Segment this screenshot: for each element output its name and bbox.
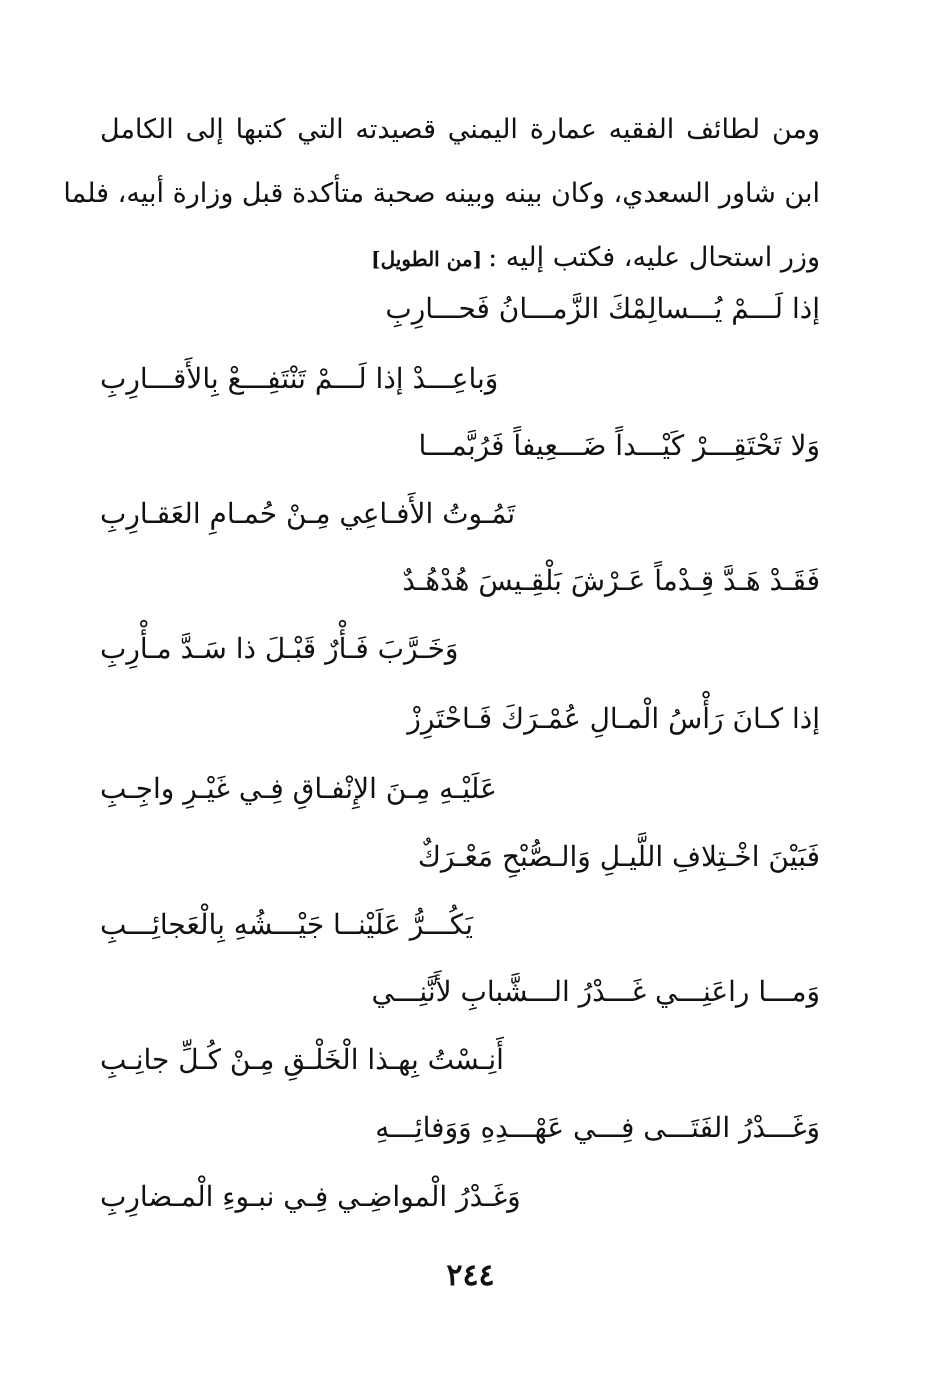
verse-hemistich: وَمـــا راعَنِـــي غَـــدْرُ الـــشَّبابِ لأَنَّنِـــي <box>371 975 820 1008</box>
meter-label: [من الطويل] <box>371 247 483 271</box>
intro-line-text: وزر استحال عليه، فكتب إليه : <box>488 242 820 273</box>
verse-hemistich: وَخَـرَّبَ فَـأْرٌ قَبْـلَ ذا سَـدَّ مـأْرِبِ <box>100 632 459 665</box>
verse-hemistich: فَقَـدْ هَـدَّ قِـدْماً عَـرْشَ بَلْقِـيسَ هُدْهُـدٌ <box>402 564 820 597</box>
intro-paragraph <box>63 98 820 291</box>
verse-hemistich: تَمُـوتُ الأَفـاعِي مِـنْ حُمـامِ العَقـارِبِ <box>100 497 516 530</box>
verse-hemistich: يَكُـــرُّ عَلَيْنــا جَيْـــشُهِ بِالْعَجائِـــبِ <box>100 908 474 941</box>
verse-hemistich: أَنِـسْتُ بِهـذا الْخَلْـقِ مِـنْ كُـلِّ جانِـبِ <box>100 1043 504 1076</box>
verse-hemistich: فَبَيْنَ اخْـتِلافِ اللَّيـلِ وَالـصُّبْحِ مَعْـرَكٌ <box>417 840 820 873</box>
verse-hemistich: إذا كـانَ رَأْسُ الْمـالِ عُمْـرَكَ فَـاحْتَرِزْ <box>407 702 820 735</box>
verse-hemistich: وَغَـــدْرُ الفَتَـــى فِـــي عَهْـــدِهِ وَوَفائِـــهِ <box>375 1111 820 1144</box>
intro-line: ابن شاور السعدي، وكان بينه وبينه صحبة متأكدة قبل وزارة أبيه، فلما <box>63 178 820 209</box>
verse-hemistich: وَباعِـــدْ إذا لَـــمْ تَنْتَفِـــعْ بِالأَقـــارِبِ <box>100 362 499 395</box>
verse-hemistich: إذا لَـــمْ يُـــسالِمْكَ الزَّمـــانُ فَحـــارِبِ <box>385 292 820 325</box>
page-number: ٢٤٤ <box>446 1258 495 1293</box>
verse-hemistich: عَلَيْـهِ مِـنَ الإِنْفـاقِ فِـي غَيْـرِ واجِـبِ <box>100 772 497 805</box>
intro-line <box>100 226 820 291</box>
verse-hemistich: وَلا تَحْتَقِـــرْ كَيْـــداً ضَـــعِيفاً فَرُبَّمـــا <box>418 429 820 462</box>
intro-line: ومن لطائف الفقيه عمارة اليمني قصيدته التي كتبها إلى الكامل <box>100 114 820 145</box>
verse-hemistich: وَغَـدْرُ الْمواضِـي فِـي نبـوءِ الْمـضارِبِ <box>100 1180 521 1213</box>
